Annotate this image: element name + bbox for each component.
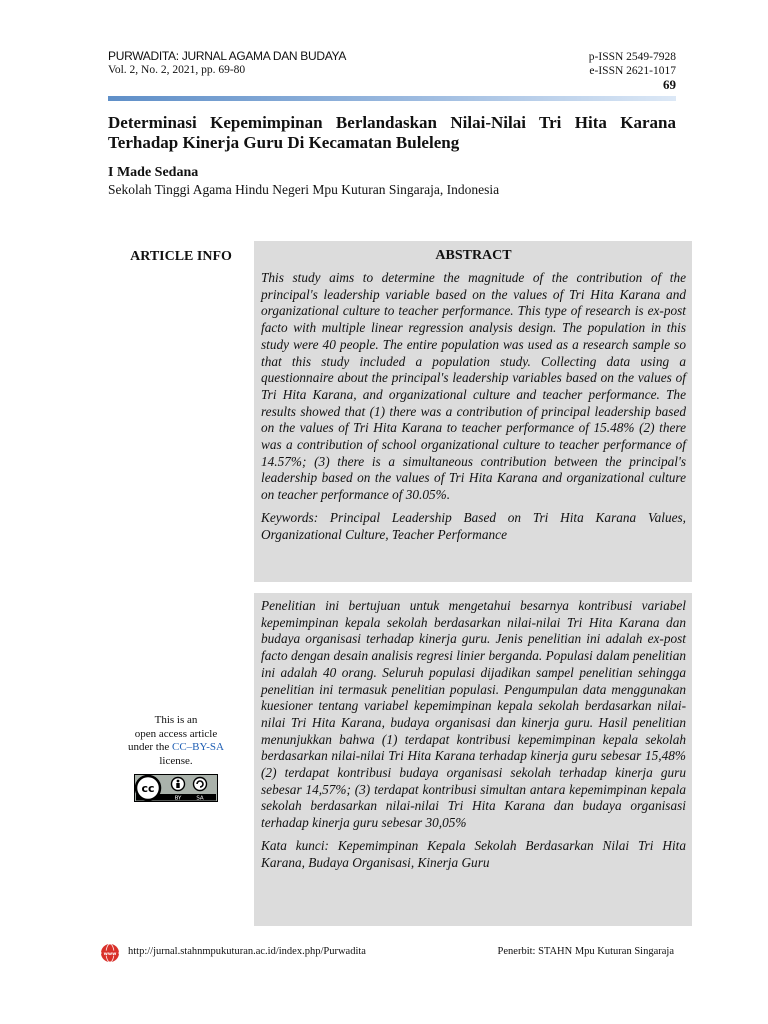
- license-line-3: [108, 741, 244, 755]
- abstract-text: This study aims to determine the magnitude of the contribution of the principal's leadership variable based on the values of Tri Hita Karana and organizational culture to teacher performance. This type of research is ex-post facto with multiple linear regression analysis design. The population in this study were 40 people. The entire population was used as a research sample so that this study included a population study. Collecting data using a questionnaire about the principal's leadership variables based on the values of Tri Hita Karana, and organizational culture and teacher performance. The results showed that (1) there was a contribution of principal leadership based on the values of Tri Hita Karana to teacher performance of 15.48% (2) there was a contribution of school organizational culture to teacher performance of 14.57%; (3) there is a simultaneous contribution between the principal's leadership based on the values of Tri Hita Karana and organizational culture on teacher performance of 30.05%.: [261, 270, 686, 503]
- license-line-4: license.: [159, 754, 193, 767]
- abstract-heading: ABSTRACT: [435, 248, 512, 263]
- license-line-2: open access article: [134, 727, 218, 740]
- badge-cc-text: cc: [141, 782, 155, 796]
- abstrak-text: Penelitian ini bertujuan untuk mengetahui besarnya kontribusi variabel kepemimpinan kepala sekolah berdasarkan nilai-nilai Tri Hita Karana dan budaya organisasi terhadap kinerja guru. Jenis penelitian ini adalah ex-post facto dengan desain analisis regresi linier berganda. Populasi dalam penelitian ini adalah 40 orang. Seluruh populasi dijadikan sampel penelitian sehingga penelitian ini termasuk penelitian populasi. Pengumpulan data menggunakan kuesioner tentang variabel kepemimpinan kepala sekolah berdasarkan nilai-nilai Tri Hita Karana, budaya organisasi dan kinerja guru. Hasil penelitian menunjukkan bahwa (1) terdapat kontribusi kepemimpinan kepala sekolah berdasarkan nilai-nilai Tri Hita Karana terhadap kinerja guru sebesar 15,48% (2) terdapat kontribusi budaya organisasi sekolah terhadap kinerja guru sebesar 14,57%; (3) terdapat kontribusi simultan antara kepemimpinan kepala sekolah berdasarkan nilai-nilai Tri Hita Karana dan budaya organisasi terhadap kinerja guru sebesar 30,05%: [261, 598, 686, 831]
- license-line-1: This is an: [154, 714, 198, 726]
- author-name: I Made Sedana: [108, 165, 199, 180]
- e-issn: e-ISSN 2621-1017: [589, 65, 676, 77]
- cc-by-sa-badge-icon[interactable]: [134, 774, 218, 802]
- abstrak-keywords: Kata kunci: Kepemimpinan Kepala Sekolah Berdasarkan Nilai Tri Hita Karana, Budaya Organisasi, Kinerja Guru: [261, 837, 686, 870]
- www-icon-text: www: [103, 951, 117, 957]
- journal-url-link[interactable]: http://jurnal.stahnmpukuturan.ac.id/index.php/Purwadita: [128, 946, 366, 957]
- header-divider-bar: [108, 96, 676, 101]
- volume-info: Vol. 2, No. 2, 2021, pp. 69-80: [108, 64, 246, 76]
- abstract-box: [254, 241, 692, 582]
- article-info-heading: ARTICLE INFO: [130, 249, 232, 264]
- author-affiliation: Sekolah Tinggi Agama Hindu Negeri Mpu Kuturan Singaraja, Indonesia: [108, 182, 500, 197]
- license-block: [108, 714, 244, 802]
- license-line-3-prefix: under the: [128, 741, 172, 753]
- sa-share-icon: [194, 778, 207, 791]
- publisher-info: Penerbit: STAHN Mpu Kuturan Singaraja: [497, 946, 674, 957]
- journal-name: PURWADITA: JURNAL AGAMA DAN BUDAYA: [108, 49, 347, 63]
- badge-by-text: BY: [174, 795, 182, 802]
- www-globe-icon: [100, 943, 120, 963]
- badge-sa-text: SA: [196, 795, 204, 802]
- abstract-keywords: Keywords: Principal Leadership Based on Tri Hita Karana Values, Organizational Culture, Teacher Performance: [261, 509, 686, 542]
- page-number: 69: [663, 77, 676, 92]
- abstrak-box: [254, 593, 692, 926]
- cc-by-sa-link[interactable]: CC–BY-SA: [172, 741, 224, 753]
- p-issn: p-ISSN 2549-7928: [588, 51, 676, 63]
- article-title: Determinasi Kepemimpinan Berlandaskan Nilai-Nilai Tri Hita Karana Terhadap Kinerja Guru Di Kecamatan Buleleng: [108, 113, 676, 152]
